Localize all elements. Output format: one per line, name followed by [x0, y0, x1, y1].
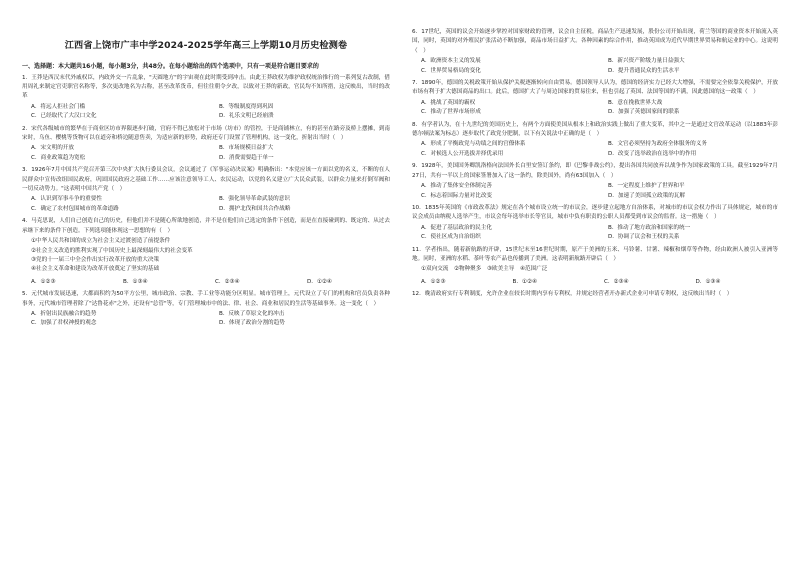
left-column	[22, 28, 400, 556]
section-header: 一、选择题：本大题共16小题，每小题3分，共48分。在每小题给出的四个选项中，只有一项是符合题目要求的	[22, 63, 319, 70]
answer-options	[412, 278, 778, 287]
answer-option[interactable]: D．①②④	[307, 278, 332, 285]
answer-option[interactable]: A．①②③	[421, 278, 446, 285]
answer-option[interactable]: B．一定程度上维护了世界和平	[608, 183, 685, 190]
question-stem: 11．学者指出，随着新航路的开辟，15世纪末至16世纪时期，原产于美洲的玉米、马铃薯、甘薯、辣椒和烟草等作物，经由欧洲人被引入亚洲等地。同时，亚洲的水稻、茶叶等农产品也传播到了美洲。这表明新航路开辟后（ ）	[412, 246, 778, 262]
answer-option[interactable]: B．意在挽救世界大战	[608, 99, 663, 106]
answer-options	[412, 182, 778, 201]
answer-option[interactable]: ①双向交流 ②物种聚多 ③欧美主导 ④范围广泛	[421, 266, 548, 273]
answer-option[interactable]: ①中华人民共和国的成立为社会主义过渡创造了前提条件	[31, 238, 171, 245]
answer-option[interactable]: ③党的十一届三中全会作出实行改革开放的重大决策	[31, 256, 160, 263]
answer-option[interactable]: B．①③④	[123, 278, 148, 285]
exam-title: 江西省上饶市广丰中学2024-2025学年高三上学期10月历史检测卷	[64, 40, 348, 51]
question-stem: 4．马克思说，人们自己创造自己的历史，但他们并不是随心所欲地创造，并不是在他们自己选定的条件下创造，而是在直接碰到的、既定的、从过去承继下来的条件下创造。下列选项能体现这一思想的有（ ）	[22, 218, 390, 234]
answer-options	[22, 237, 390, 275]
answer-options	[412, 99, 778, 118]
answer-options	[412, 265, 778, 274]
question-stem: 6．17世纪，英国的议会开始逐步掌控对国家财政的管理，议会自主征税，商品生产迅速发展，股份公司开始出现，荷兰等国的商业资本开始流入英国，同时，英国的对外殖民扩张活动不断加强，商品市场日益扩大。各种因素的综合作用，推动英国成为近代早期世界贸易和航运业的中心。这说明（ ）	[412, 29, 778, 54]
question-stem: 10．1835年英国的《市政改革法》规定在各个城市设立统一的市议会，逐步建立起地方自治体系，对城市的市议会权力作出了具体规定，城市的市议会成员由纳税人选举产生，市议会每年选举市长等官员，城市中负有职责的公职人员都受到市议会的监督。这一措施（ ）	[412, 204, 778, 221]
answer-options	[412, 224, 778, 243]
answer-options	[412, 140, 778, 159]
question-stem: 2．宋代各级城市的繁华在于商业区坊市界限逐步打破，官府不得已放松对于市场（坊市）的管控，于是商铺林立，有的甚至在路旁及桥上摆摊，到南宋时，乌鱼、樱桃等货物可以在道旁和桥边随意售卖，为适应新的形势，政府还专门设置了管理机构，这一变化，折射出当时（ ）	[22, 125, 390, 142]
question-stem: 1．王莽是西汉末代外戚权臣，内政外交一片乱象，"天圆地方"的宇宙观在此时期受到冲击。由此王莽政权为维护政权统治推行的一系列复古改制，借用周礼来制定官吏职官名称等，多次更改地名为古称，甚至改革货币，但往往朝令夕改，以致对王莽的新政，官民均不知所措，这反映出，当时的改革	[22, 74, 390, 100]
answer-option[interactable]: D．消费需要趋于单一	[219, 154, 274, 161]
answer-option[interactable]: C．加强了君权神授的观念	[31, 320, 97, 327]
answer-option[interactable]: A．折射出民族融合的趋势	[31, 310, 97, 317]
answer-option[interactable]: C．使社区成为自治组织	[421, 234, 481, 241]
question-stem: 8．有学者认为，在十九世纪的美国历史上，有两个方面使美国从根本上和政治实践上做出了重大变革，其中之一是通过文官改革运动（以1883年彭德尔顿法案为标志）逐步取代了政党分肥制，以下有关说法中正确的是（ ）	[412, 121, 778, 138]
answer-option[interactable]: A．将远人拒社会门槛	[31, 103, 86, 110]
answer-option[interactable]: A．宋文明的开放	[31, 145, 74, 152]
answer-option[interactable]: A．①②③	[31, 278, 56, 285]
answer-options	[412, 57, 778, 76]
answer-option[interactable]: D．体现了政治分割的趋势	[219, 320, 285, 327]
answer-option[interactable]: D．协调了议会和王权的关系	[608, 234, 680, 241]
answer-option[interactable]: B．新兴资产阶级力量日益强大	[608, 58, 685, 65]
question-stem: 12．晚清政府实行专利制度，允许企业在较长时期内享有专利权，并规定经营者开办新式企业可申请专利权，这反映出当时（ ）	[412, 291, 733, 298]
answer-option[interactable]: D．改变了选举政治在选举中的作用	[608, 150, 697, 157]
answer-option[interactable]: C．已经取代了大汉口文化	[31, 113, 97, 120]
question-stem: 9．1928年，美国国务卿凯洛格向法国外长白里安签订条约，即《巴黎非战公约》，提出各国共同放弃以战争作为国家政策的工具。截至1929年7月27日，共有一半以上的国家签署加入了这一条约，除美国外，尚有63国加入（ ）	[412, 163, 778, 179]
answer-option[interactable]: D．①③④	[695, 278, 721, 285]
answer-options	[22, 278, 390, 287]
answer-option[interactable]: C．确定了农村包围城市的革命道路	[31, 205, 119, 212]
question-stem: 7．1890年，德国的关税政策开始从保护关税逐渐转向自由贸易。德国领导人认为，德国的经济实力已经大大增强，不需要完全依靠关税保护，开放市场有利于扩大德国商品的出口。此后，德国扩大了与周边国家的贸易往来，但也引起了英国、法国等国的不满，因此德国的这一政策（ ）	[412, 80, 778, 96]
answer-option[interactable]: A．挑战了英国的霸权	[421, 99, 476, 106]
answer-option[interactable]: C．世界贸易格局的变化	[421, 67, 481, 74]
answer-options	[22, 310, 390, 329]
questions-left	[22, 74, 390, 329]
answer-option[interactable]: D．拥护北伐和国共合作战略	[219, 205, 291, 212]
answer-option[interactable]: A．欧洲资本主义的发展	[421, 58, 481, 65]
answer-option[interactable]: B．反映了草原文化的冲击	[219, 310, 285, 317]
answer-option[interactable]: C．标志着国际力量对比改变	[421, 192, 493, 199]
right-column	[400, 28, 778, 556]
answer-option[interactable]: A．推动了集体安全体制完善	[421, 183, 492, 190]
answer-options	[22, 103, 390, 122]
answer-option[interactable]: C．推动了世界市场形成	[421, 109, 481, 116]
answer-option[interactable]: A．促进了基层政治的民主化	[421, 224, 492, 231]
answer-options	[22, 144, 390, 163]
answer-option[interactable]: C．对候选人公开选拔并择优录用	[421, 150, 504, 157]
answer-option[interactable]: D．加速了美国孤立政策的瓦解	[608, 192, 686, 199]
answer-option[interactable]: B．市场规模日益扩大	[219, 145, 274, 152]
answer-option[interactable]: C．②③④	[604, 278, 629, 285]
answer-option[interactable]: B．①②④	[512, 278, 537, 285]
answer-option[interactable]: A．认识到军事斗争的重要性	[31, 196, 102, 203]
answer-option[interactable]: C．②③④	[215, 278, 240, 285]
answer-option[interactable]: B．推动了地方政治和国家的统一	[608, 224, 691, 231]
answer-option[interactable]: A．形成了平衡政党与功绩之间的官僚体系	[421, 141, 526, 148]
answer-options	[22, 195, 390, 214]
answer-option[interactable]: D．礼乐文明已经崩溃	[219, 113, 274, 120]
answer-option[interactable]: D．提升普通民众的生活水平	[608, 67, 680, 74]
answer-option[interactable]: B．强化领导革命武装的意识	[219, 196, 290, 203]
question-stem: 5．元代城市发展迅速，大都面积约为50平方公里，城市政治、宗教、手工业等功能分区明显。城市管理上，元代设立了专门的机构和官员负责各种事务，元代城市管理者除了"达鲁花赤"之外，还设有"总管"等，专门管理城市中的法、律、社会、商业和居民的生活等基础事务。这一变化（ ）	[22, 291, 390, 307]
questions-right	[412, 28, 778, 300]
answer-option[interactable]: D．加强了英德国家间的联系	[608, 109, 680, 116]
answer-option[interactable]: ②社会主义改造的胜利实现了中国历史上最深刻最伟大的社会变革	[31, 247, 193, 254]
answer-option[interactable]: B．等级制度得到巩固	[219, 103, 274, 110]
question-stem: 3．1926年7月中国共产党召开第三次中央扩大执行委员会议，会议通过了《军事运动决议案》明确指出："本党应该一方面以党的名义，不断的在人民群众中宣传改组国民政府，巩固国民政府之基础工作……应该注意领导工人、农民运动，以党的名义建立广大民众武装，以群众力量来打倒军阀和一切反动势力。"这表明中国共产党（ ）	[22, 167, 390, 193]
answer-option[interactable]: C．商业政策趋为宽松	[31, 154, 86, 161]
answer-option[interactable]: ④社会主义革命和建设为改革开放奠定了坚实的基础	[31, 266, 160, 273]
answer-option[interactable]: B．文官必须坚持为政府全体服务的义务	[608, 141, 707, 148]
